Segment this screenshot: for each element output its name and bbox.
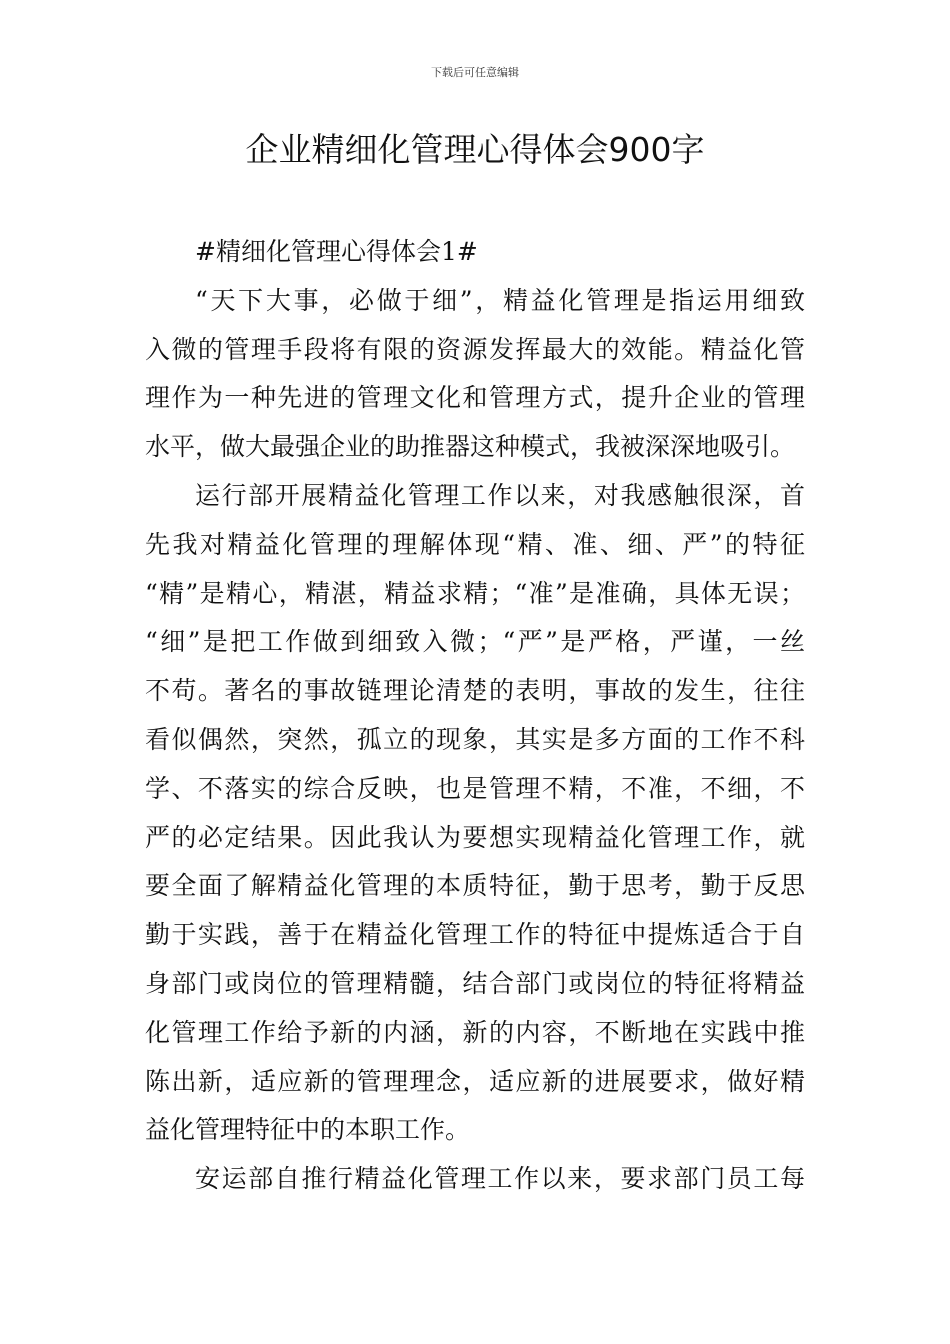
paragraph-line: 要全面了解精益化管理的本质特征，勤于思考，勤于反思 — [145, 871, 805, 901]
paragraph-1 — [145, 277, 805, 472]
paragraph-line: “精”是精心，精湛，精益求精；“准”是准确，具体无误； — [145, 578, 805, 608]
paragraph-line: 学、不落实的综合反映，也是管理不精，不准，不细，不 — [145, 773, 805, 803]
page-header-note: 下载后可任意编辑 — [431, 66, 519, 79]
section-heading: #精细化管理心得体会1# — [195, 237, 478, 266]
paragraph-line: 安运部自推行精益化管理工作以来，要求部门员工每 — [195, 1164, 805, 1194]
paragraph-3 — [145, 1155, 805, 1204]
paragraph-line: 陈出新，适应新的管理理念，适应新的进展要求，做好精 — [145, 1066, 805, 1096]
paragraph-line: 理作为一种先进的管理文化和管理方式，提升企业的管理 — [145, 383, 805, 413]
paragraph-line: 不苟。著名的事故链理论清楚的表明，事故的发生，往往 — [145, 676, 805, 706]
paragraph-line: “细”是把工作做到细致入微；“严”是严格，严谨，一丝 — [145, 627, 805, 657]
paragraph-line: 严的必定结果。因此我认为要想实现精益化管理工作，就 — [145, 822, 805, 852]
paragraph-line: 水平，做大最强企业的助推器这种模式，我被深深地吸引。 — [145, 432, 796, 462]
document-title: 企业精细化管理心得体会900字 — [245, 130, 705, 169]
paragraph-line: “天下大事，必做于细”，精益化管理是指运用细致 — [195, 285, 805, 315]
paragraph-line: 先我对精益化管理的理解体现“精、准、细、严”的特征 — [145, 529, 805, 559]
paragraph-line: 勤于实践，善于在精益化管理工作的特征中提炼适合于自 — [145, 920, 805, 950]
paragraph-line: 入微的管理手段将有限的资源发挥最大的效能。精益化管 — [145, 334, 805, 364]
paragraph-line: 益化管理特征中的本职工作。 — [145, 1115, 471, 1145]
paragraph-line: 化管理工作给予新的内涵，新的内容，不断地在实践中推 — [145, 1017, 805, 1047]
paragraph-2 — [145, 472, 805, 1155]
paragraph-line: 运行部开展精益化管理工作以来，对我感触很深，首 — [195, 480, 805, 510]
document-body — [145, 228, 805, 1204]
paragraph-line: 身部门或岗位的管理精髓，结合部门或岗位的特征将精益 — [145, 968, 805, 998]
paragraph-line: 看似偶然，突然，孤立的现象，其实是多方面的工作不科 — [145, 724, 805, 754]
